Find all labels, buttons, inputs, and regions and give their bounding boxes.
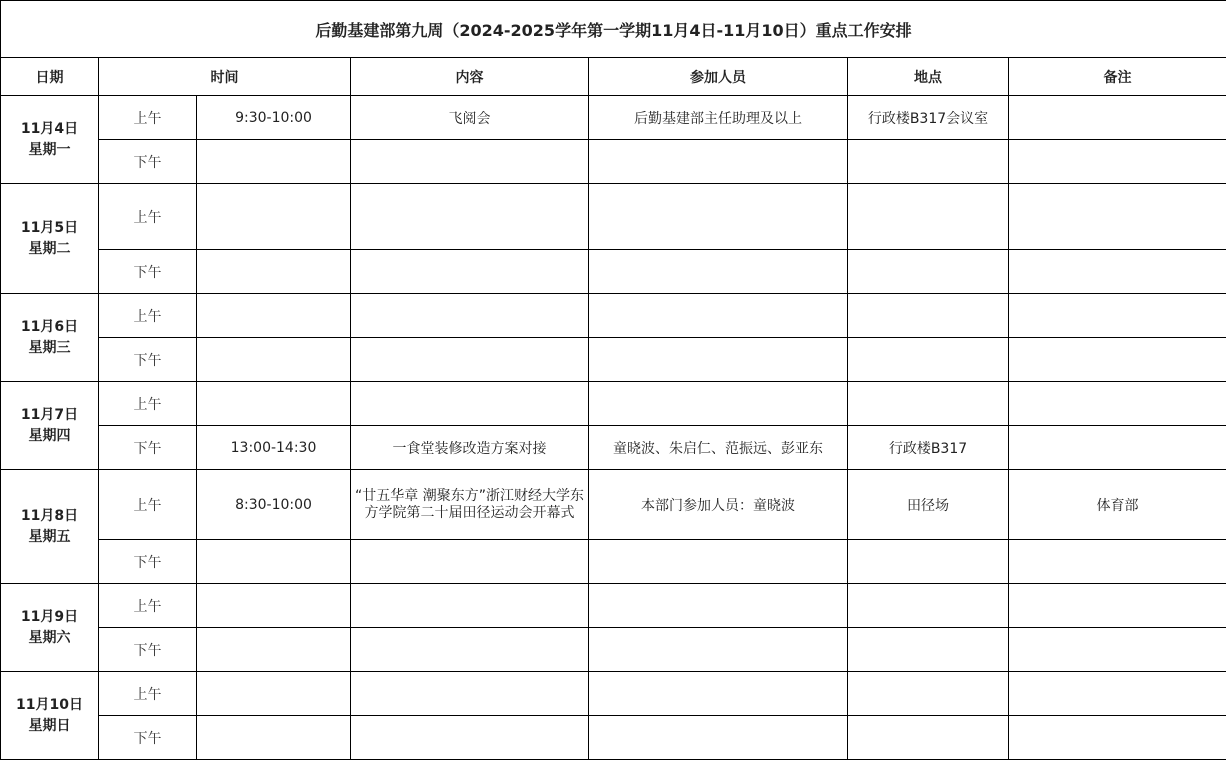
location-cell [848,584,1009,628]
period-cell: 上午 [99,294,197,338]
period-cell: 上午 [99,382,197,426]
day-cell [1,584,99,672]
location-cell [848,294,1009,338]
table-row [1,250,1226,294]
location-cell [848,382,1009,426]
remarks-cell [1009,672,1226,716]
day-date: 11月6日 [5,317,94,338]
header-time: 时间 [99,58,351,96]
content-cell: 飞阅会 [351,96,589,140]
period-cell: 下午 [99,628,197,672]
participants-cell [589,294,848,338]
time-cell [197,294,351,338]
participants-cell: 本部门参加人员：童晓波 [589,470,848,540]
day-weekday: 星期三 [5,338,94,359]
location-cell [848,540,1009,584]
participants-cell [589,140,848,184]
period-cell: 下午 [99,716,197,760]
participants-cell [589,672,848,716]
remarks-cell [1009,338,1226,382]
location-cell [848,672,1009,716]
day-date: 11月10日 [5,695,94,716]
participants-cell [589,338,848,382]
day-cell [1,382,99,470]
day-weekday: 星期四 [5,426,94,447]
remarks-cell [1009,382,1226,426]
location-cell: 行政楼B317会议室 [848,96,1009,140]
time-cell [197,716,351,760]
content-cell: “廿五华章 潮聚东方”浙江财经大学东方学院第二十届田径运动会开幕式 [351,470,589,540]
remarks-cell [1009,140,1226,184]
header-participants: 参加人员 [589,58,848,96]
remarks-cell [1009,628,1226,672]
day-cell [1,672,99,760]
location-cell [848,250,1009,294]
content-cell [351,716,589,760]
time-cell [197,672,351,716]
period-cell: 下午 [99,250,197,294]
remarks-cell [1009,540,1226,584]
table-row [1,294,1226,338]
table-row [1,716,1226,760]
location-cell: 田径场 [848,470,1009,540]
content-cell [351,294,589,338]
time-cell [197,184,351,250]
table-row [1,96,1226,140]
remarks-cell: 体育部 [1009,470,1226,540]
participants-cell [589,382,848,426]
content-cell: 一食堂装修改造方案对接 [351,426,589,470]
remarks-cell [1009,426,1226,470]
time-cell [197,250,351,294]
day-date: 11月7日 [5,405,94,426]
content-cell [351,584,589,628]
table-row [1,470,1226,540]
period-cell: 上午 [99,96,197,140]
content-cell [351,338,589,382]
table-row [1,338,1226,382]
header-content: 内容 [351,58,589,96]
day-weekday: 星期六 [5,628,94,649]
period-cell: 下午 [99,540,197,584]
remarks-cell [1009,716,1226,760]
time-cell [197,338,351,382]
page-title: 后勤基建部第九周（2024-2025学年第一学期11月4日-11月10日）重点工作安排 [1,1,1226,58]
participants-cell [589,584,848,628]
header-date: 日期 [1,58,99,96]
day-date: 11月4日 [5,119,94,140]
location-cell [848,628,1009,672]
table-row [1,540,1226,584]
content-cell [351,382,589,426]
table-row [1,140,1226,184]
time-cell [197,382,351,426]
participants-cell [589,184,848,250]
content-cell [351,184,589,250]
remarks-cell [1009,96,1226,140]
location-cell: 行政楼B317 [848,426,1009,470]
time-cell [197,584,351,628]
participants-cell [589,716,848,760]
header-remarks: 备注 [1009,58,1226,96]
content-cell [351,672,589,716]
remarks-cell [1009,584,1226,628]
content-cell [351,628,589,672]
content-cell [351,140,589,184]
period-cell: 下午 [99,426,197,470]
day-cell [1,96,99,184]
period-cell: 下午 [99,338,197,382]
table-row [1,382,1226,426]
time-cell [197,540,351,584]
table-row [1,184,1226,250]
day-weekday: 星期二 [5,239,94,260]
day-cell [1,470,99,584]
location-cell [848,716,1009,760]
location-cell [848,140,1009,184]
period-cell: 上午 [99,672,197,716]
day-date: 11月8日 [5,506,94,527]
location-cell [848,184,1009,250]
period-cell: 下午 [99,140,197,184]
day-weekday: 星期日 [5,716,94,737]
remarks-cell [1009,250,1226,294]
participants-cell: 童晓波、朱启仁、范振远、彭亚东 [589,426,848,470]
table-row [1,628,1226,672]
time-cell [197,140,351,184]
location-cell [848,338,1009,382]
time-cell [197,628,351,672]
time-cell: 13:00-14:30 [197,426,351,470]
period-cell: 上午 [99,470,197,540]
time-cell: 9:30-10:00 [197,96,351,140]
participants-cell [589,250,848,294]
day-weekday: 星期一 [5,140,94,161]
content-cell [351,250,589,294]
remarks-cell [1009,294,1226,338]
table-row [1,672,1226,716]
day-cell [1,294,99,382]
table-row [1,426,1226,470]
participants-cell [589,628,848,672]
header-location: 地点 [848,58,1009,96]
participants-cell [589,540,848,584]
day-cell [1,184,99,294]
participants-cell: 后勤基建部主任助理及以上 [589,96,848,140]
day-date: 11月5日 [5,218,94,239]
remarks-cell [1009,184,1226,250]
time-cell: 8:30-10:00 [197,470,351,540]
period-cell: 上午 [99,584,197,628]
day-weekday: 星期五 [5,527,94,548]
day-date: 11月9日 [5,607,94,628]
table-row [1,584,1226,628]
period-cell: 上午 [99,184,197,250]
content-cell [351,540,589,584]
